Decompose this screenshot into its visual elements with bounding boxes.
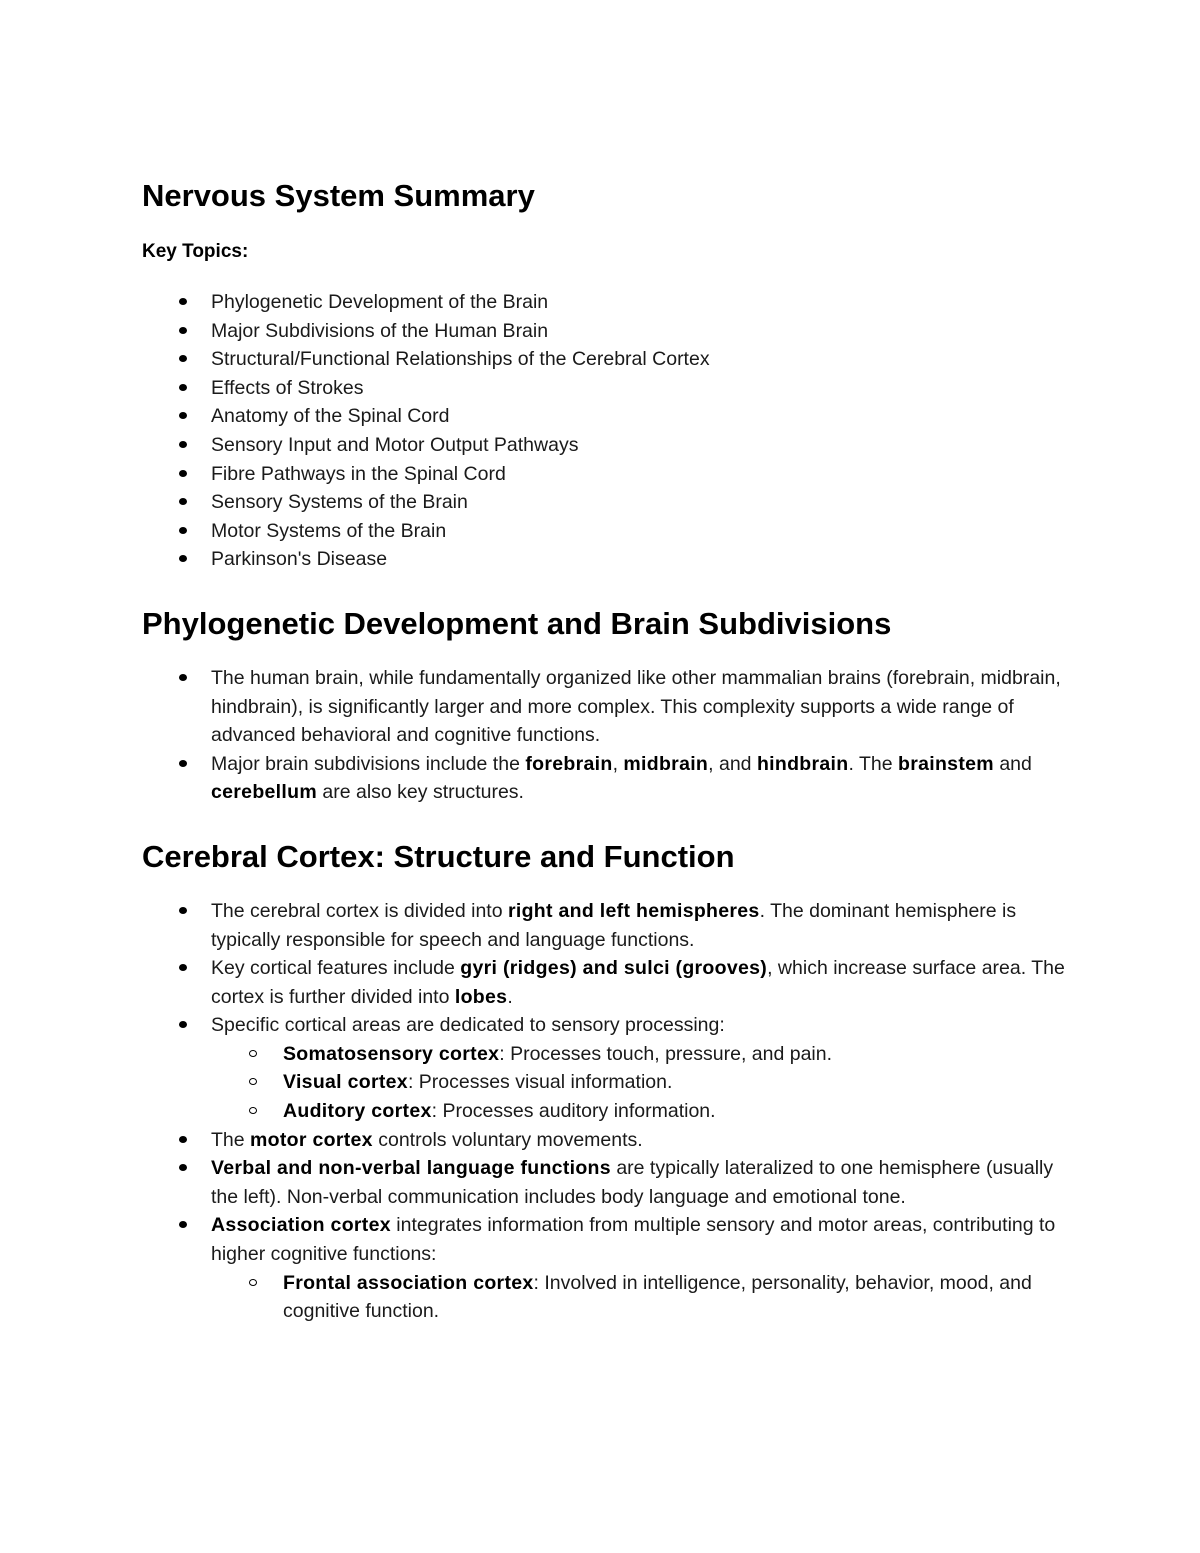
text-run: . The dominant hemisphere is typically responsible for speech and language functions. <box>211 899 1017 951</box>
text-run: : Involved in intelligence, personality, behavior, mood, and cognitive function. <box>283 1271 1032 1323</box>
bold-term: Somatosensory cortex <box>283 1042 500 1065</box>
text-run: . <box>507 985 513 1008</box>
text-run: , <box>612 752 624 775</box>
text-run: The <box>211 1128 251 1151</box>
bold-term: Frontal association cortex <box>283 1271 534 1294</box>
key-topics-label: Key Topics: <box>142 241 249 262</box>
list-item: Fibre Pathways in the Spinal Cord <box>211 460 1072 489</box>
association-cortex-sublist <box>211 1269 1072 1326</box>
bold-term-brainstem: brainstem <box>898 752 994 775</box>
bold-term: Verbal and non-verbal language functions <box>211 1157 611 1180</box>
text-run: , which increase surface area. The cortex is further divided into <box>211 957 1065 1008</box>
list-item: Structural/Functional Relationships of the Cerebral Cortex <box>211 345 1072 374</box>
list-item <box>211 1011 1072 1125</box>
bold-term-cerebellum: cerebellum <box>211 781 317 804</box>
phylogenetic-list <box>142 664 1072 807</box>
sensory-areas-sublist <box>211 1040 1072 1126</box>
text-run: , and <box>708 752 757 775</box>
list-item: The human brain, while fundamentally organized like other mammalian brains (forebrain, midbrain, hindbrain), is significantly larger and more complex. This complexity supports a wide range of advanced behavioral and cognitive functions. <box>211 664 1072 750</box>
section-heading-cerebral-cortex: Cerebral Cortex: Structure and Function <box>142 838 735 874</box>
list-item: Major Subdivisions of the Human Brain <box>211 317 1072 346</box>
cerebral-cortex-list <box>142 897 1072 1326</box>
bold-term-hindbrain: hindbrain <box>756 752 849 775</box>
document-page <box>142 176 1072 1326</box>
list-item: Parkinson's Disease <box>211 545 1072 574</box>
list-item <box>211 1126 1072 1155</box>
bold-term: Auditory cortex <box>283 1100 432 1123</box>
list-item: Effects of Strokes <box>211 374 1072 403</box>
bold-term: lobes <box>454 985 508 1008</box>
text-run: . The <box>848 752 898 775</box>
sublist-item <box>283 1097 1072 1126</box>
bold-term: Association cortex <box>211 1214 391 1237</box>
bold-term: Visual cortex <box>283 1071 408 1094</box>
text-run: are also key structures. <box>316 781 524 804</box>
text-run: : Processes touch, pressure, and pain. <box>499 1042 833 1065</box>
list-item: Motor Systems of the Brain <box>211 517 1072 546</box>
sublist-item <box>283 1269 1072 1326</box>
text-run: are typically lateralized to one hemisphere (usually the left). Non-verbal communication includes body language and emotional tone. <box>211 1157 1054 1208</box>
text-run: Specific cortical areas are dedicated to sensory processing: <box>211 1014 725 1037</box>
text-run: : Processes auditory information. <box>431 1100 716 1123</box>
bold-term: motor cortex <box>250 1128 373 1151</box>
bold-term-midbrain: midbrain <box>623 752 709 775</box>
bold-term-forebrain: forebrain <box>525 752 613 775</box>
bold-term: right and left hemispheres <box>507 899 760 922</box>
list-item: Sensory Input and Motor Output Pathways <box>211 431 1072 460</box>
list-item <box>211 750 1072 807</box>
list-item <box>211 897 1072 954</box>
list-item: Anatomy of the Spinal Cord <box>211 402 1072 431</box>
sublist-item <box>283 1068 1072 1097</box>
list-item <box>211 1211 1072 1325</box>
bold-term: gyri (ridges) and sulci (grooves) <box>460 957 768 980</box>
list-item <box>211 1154 1072 1211</box>
text-run: controls voluntary movements. <box>372 1128 643 1151</box>
list-item: Phylogenetic Development of the Brain <box>211 288 1072 317</box>
list-item <box>211 954 1072 1011</box>
section-heading-phylogenetic: Phylogenetic Development and Brain Subdivisions <box>142 605 892 641</box>
document-title: Nervous System Summary <box>142 178 535 213</box>
text-run: integrates information from multiple sensory and motor areas, contributing to higher cognitive functions: <box>211 1214 1056 1266</box>
sublist-item <box>283 1040 1072 1069</box>
text-run: and <box>993 752 1032 775</box>
text-run: Major brain subdivisions include the <box>211 752 526 775</box>
text-run: Key cortical features include <box>211 957 461 980</box>
key-topics-list <box>142 288 1072 574</box>
text-run: : Processes visual information. <box>407 1071 673 1094</box>
text-run: The cerebral cortex is divided into <box>211 899 508 922</box>
list-item: Sensory Systems of the Brain <box>211 488 1072 517</box>
